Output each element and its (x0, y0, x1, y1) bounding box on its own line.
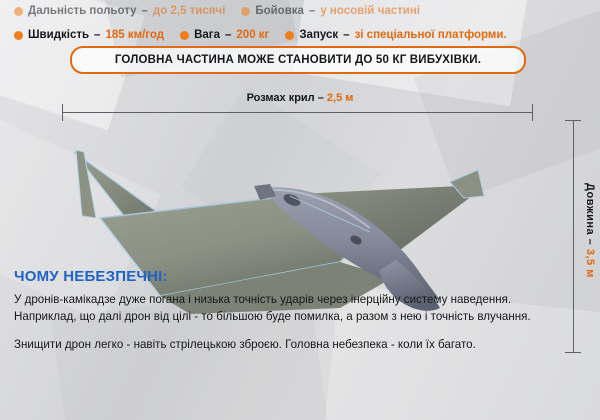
why-dangerous-title: ЧОМУ НЕБЕЗПЕЧНІ: (14, 268, 168, 285)
why-dangerous-paragraph-2: Знищити дрон легко - навіть стрілецькою зброєю. Головна небезпека - коли їх багато. (14, 338, 476, 351)
fact-value: 200 кг (236, 29, 270, 41)
length-measure-label (578, 170, 596, 290)
length-label-text: Довжина – (584, 182, 596, 245)
warhead-callout (70, 46, 526, 74)
facts-bar (0, 0, 600, 48)
facts-row-top (0, 0, 600, 22)
orange-dot-icon (241, 7, 250, 16)
length-value: 3,5 м (584, 248, 596, 278)
why-dangerous-block (14, 268, 580, 353)
fact-value: зі спеціальної платформи. (354, 29, 507, 41)
fact-dash: – (94, 29, 101, 41)
length-tick-top (565, 120, 581, 121)
fact-dash: – (141, 5, 148, 17)
orange-dot-icon (285, 31, 294, 40)
fact-dash: – (225, 29, 232, 41)
fact-dash: – (343, 29, 350, 41)
wingspan-value: 2,5 м (326, 92, 354, 104)
orange-dot-icon (14, 31, 23, 40)
warhead-callout-text: ГОЛОВНА ЧАСТИНА МОЖЕ СТАНОВИТИ ДО 50 КГ ВИБУХІВКИ. (114, 54, 482, 66)
facts-row-main (0, 22, 600, 48)
fact-label: Вага (194, 29, 220, 41)
orange-dot-icon (180, 31, 189, 40)
fact-label: Бойовка (255, 5, 304, 17)
fact-value: до 2,5 тисячі (152, 5, 226, 17)
fact-warhead (241, 5, 420, 17)
orange-dot-icon (14, 7, 23, 16)
fact-value: 185 км/год (105, 29, 165, 41)
wingspan-label-text: Розмах крил – (246, 92, 324, 104)
fact-label: Запуск (299, 29, 339, 41)
fact-range (14, 5, 225, 17)
fact-label: Швидкість (28, 29, 90, 41)
fact-value: у носовій частині (320, 5, 420, 17)
fact-label: Дальність польоту (28, 5, 137, 17)
fact-speed (14, 29, 164, 41)
fact-weight (180, 29, 269, 41)
fact-dash: – (308, 5, 316, 17)
why-dangerous-paragraph: У дронів-камікадзе дуже погана і низька точність ударів через інерційну систему наведення. Наприклад, що далі дрон від цілі - то більшою буде помилка, а разом з нею і точність влучання. (14, 293, 531, 323)
fact-launch (285, 29, 506, 41)
